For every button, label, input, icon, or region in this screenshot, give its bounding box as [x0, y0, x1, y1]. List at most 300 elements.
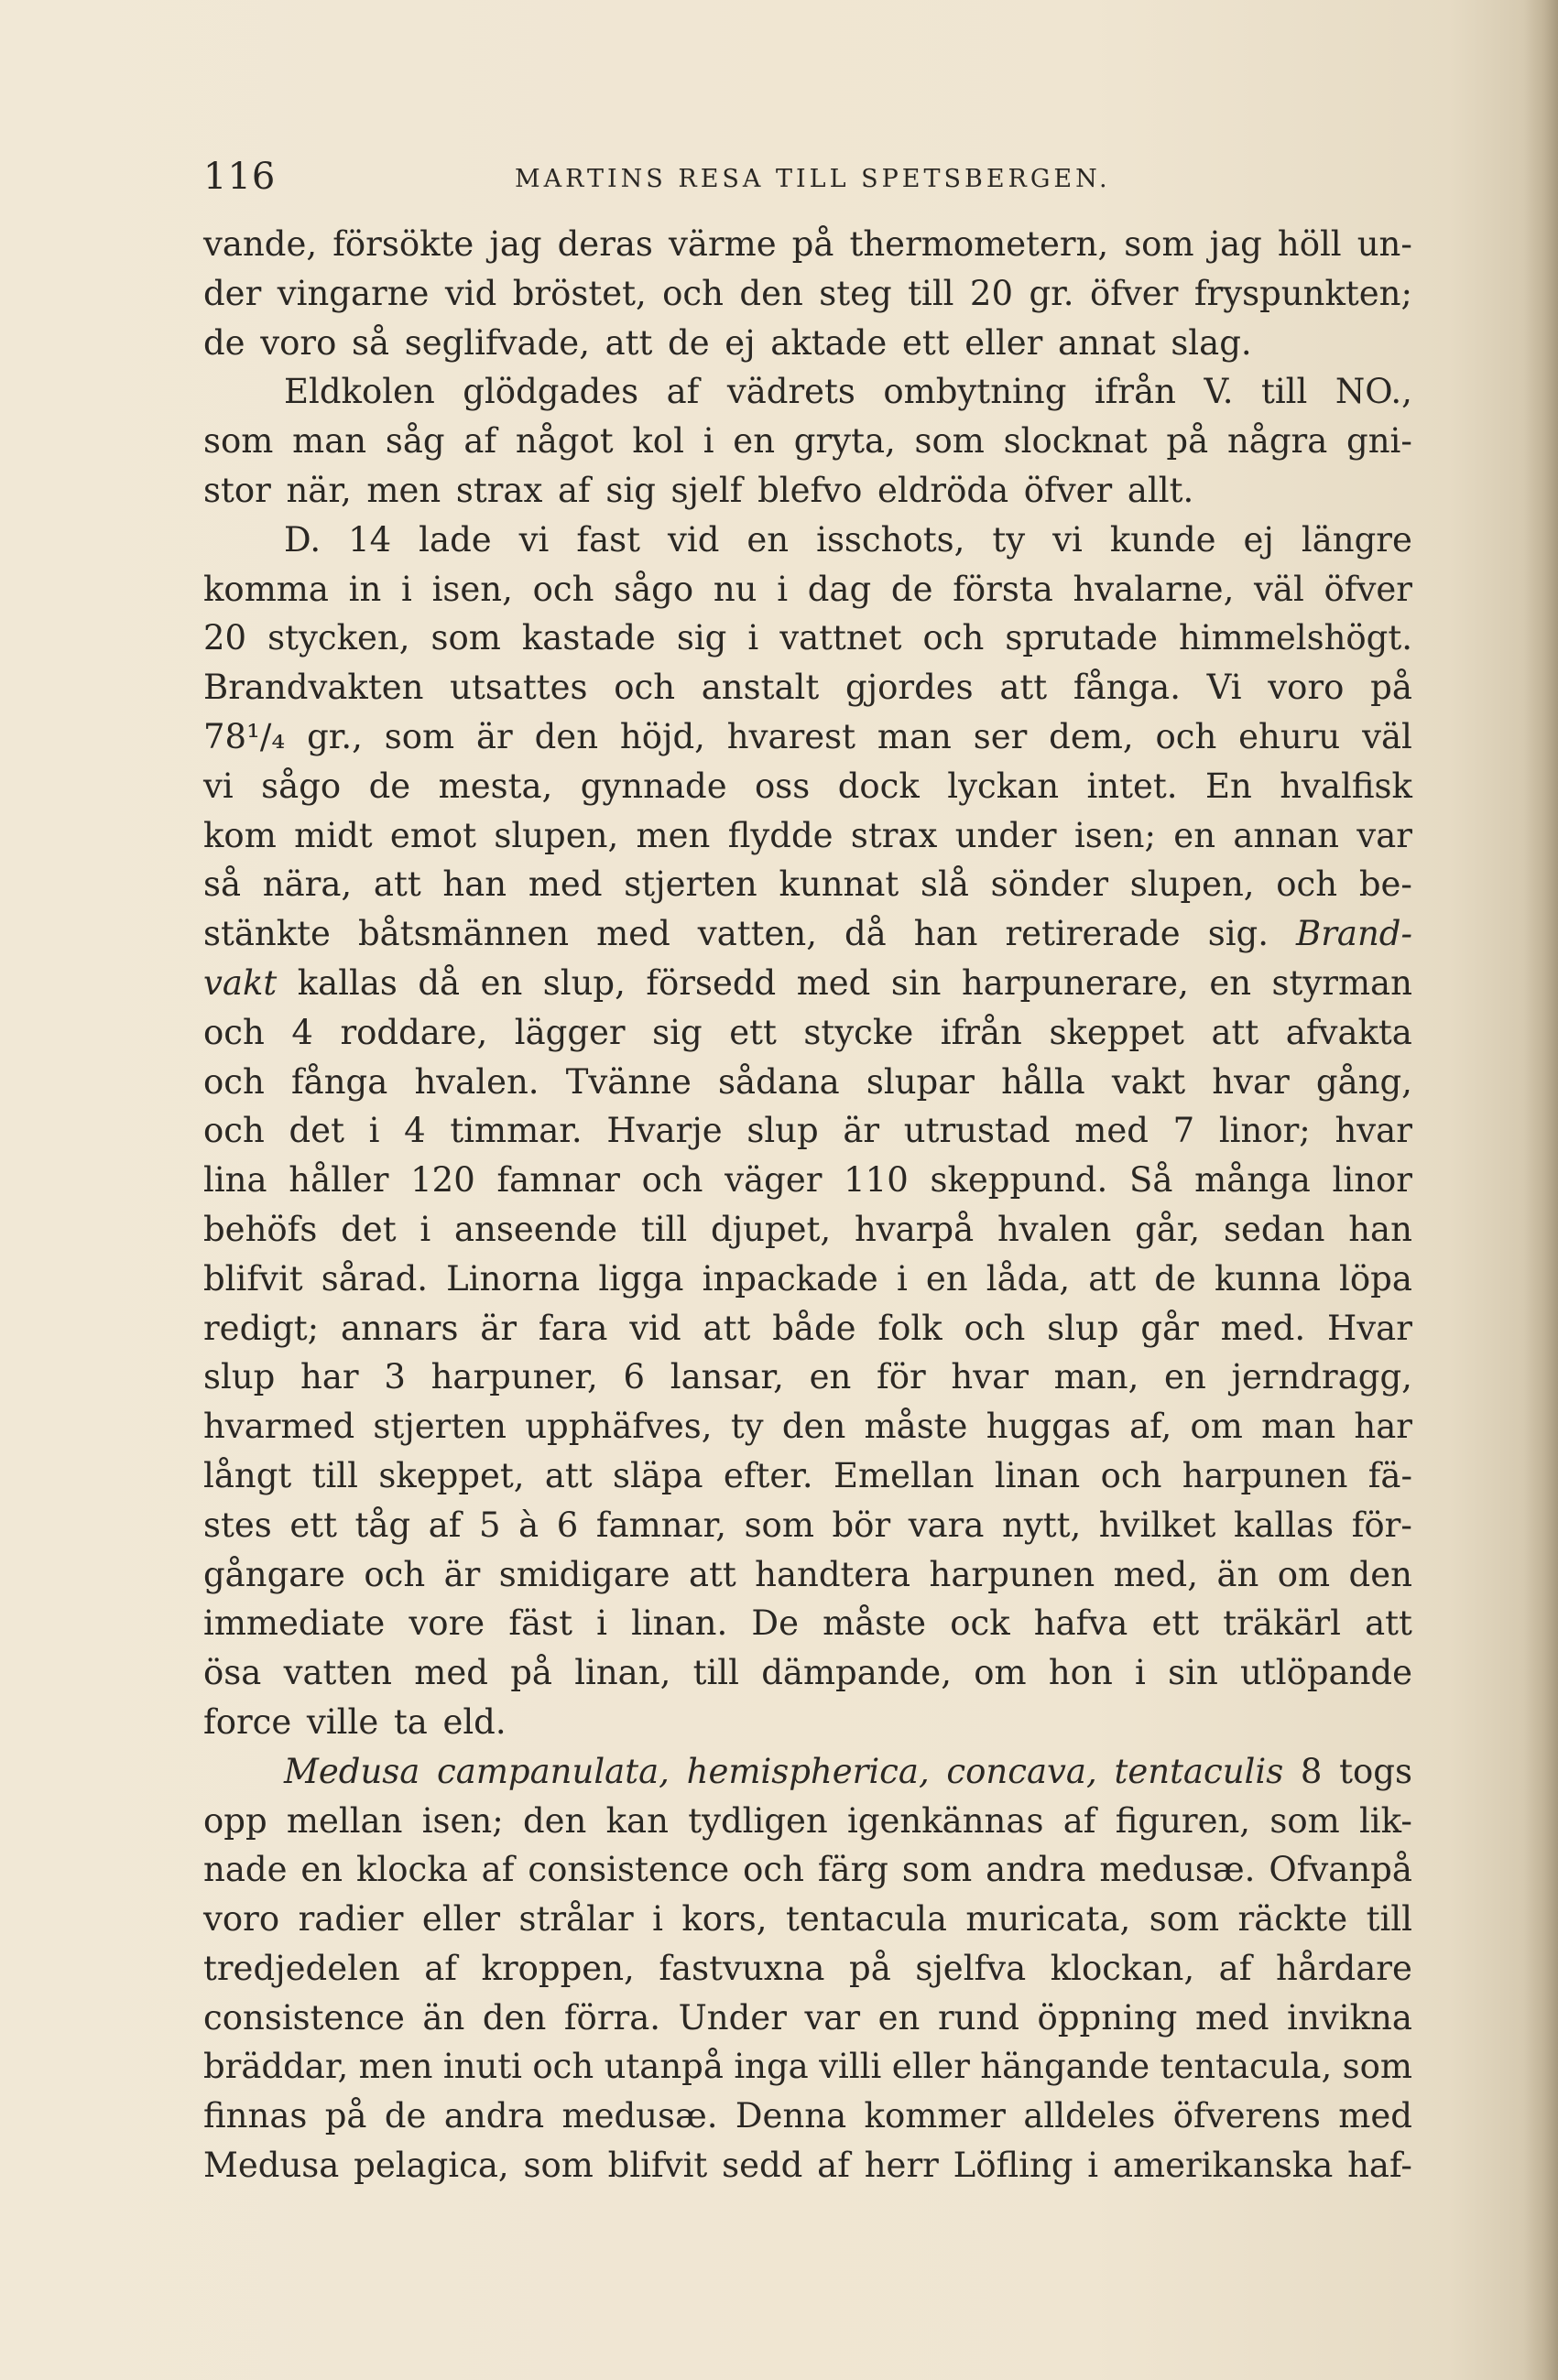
word: ty [992, 519, 1026, 560]
word: löpa [1339, 1258, 1412, 1299]
word: fäst [508, 1603, 572, 1644]
word: på [1370, 668, 1412, 708]
word: hvarest [726, 716, 856, 756]
word: och [1100, 1455, 1162, 1495]
word: hemispherica, [686, 1751, 930, 1791]
word: seglifvade, [404, 322, 590, 363]
word: några [1226, 421, 1328, 462]
word: consistence [203, 1997, 405, 2038]
word: tentaculis [1114, 1751, 1284, 1791]
word: stor [203, 470, 271, 510]
word: den [522, 1800, 587, 1841]
word: lade [419, 519, 492, 560]
word: ifrån [940, 1012, 1022, 1052]
word: går [1140, 1308, 1199, 1348]
word: öfver [1089, 273, 1179, 313]
word: kallas [1233, 1505, 1335, 1545]
word: de [668, 322, 710, 363]
word: af [481, 1850, 515, 1890]
word: många [1194, 1160, 1311, 1201]
word: vara [908, 1505, 985, 1545]
word: än [1216, 1554, 1259, 1594]
text-line [203, 417, 1412, 466]
word: eller [964, 322, 1043, 363]
word: med [1194, 1997, 1269, 2038]
word: isen, [431, 569, 513, 609]
word: thermometern, [849, 224, 1109, 264]
word: är [476, 716, 513, 756]
word: harpunerare, [961, 962, 1189, 1003]
word: utanpå [604, 2047, 724, 2087]
word: fånga [290, 1061, 388, 1102]
text-line [203, 1304, 1412, 1353]
word: 8 [1300, 1751, 1323, 1791]
word: bräddar, [203, 2047, 349, 2087]
word: andra [986, 1850, 1086, 1890]
word: går, [1135, 1209, 1201, 1249]
word: träkärl [1223, 1603, 1341, 1644]
text-line [203, 762, 1412, 811]
word: dock [837, 766, 920, 806]
word: det [289, 1111, 344, 1151]
word: en [1173, 815, 1216, 855]
word: af [463, 421, 497, 462]
word: kommer [864, 2096, 1006, 2136]
word: af [428, 1505, 462, 1545]
word: hafva [1033, 1603, 1128, 1644]
word: 4 [404, 1111, 426, 1151]
word: kom [203, 815, 277, 855]
word: kastade [521, 618, 656, 658]
word: eller [891, 2047, 970, 2087]
page-number: 116 [203, 156, 277, 198]
word: och [532, 2047, 594, 2087]
word: villi [819, 2047, 882, 2087]
word: ock [950, 1603, 1010, 1644]
word: man, [1053, 1357, 1139, 1397]
word: 4 [291, 1012, 313, 1052]
word: Hvarje [606, 1111, 723, 1151]
word: steg [819, 273, 892, 313]
word: En [1204, 766, 1252, 806]
word: i [777, 569, 789, 609]
word: med. [1220, 1308, 1306, 1348]
word: ombytning [883, 372, 1067, 412]
word: mellan [286, 1800, 403, 1841]
word: behöfs [203, 1209, 318, 1249]
word: strax [850, 815, 938, 855]
word: kunnat [779, 864, 899, 905]
word: höll [1277, 224, 1342, 264]
word: med [528, 864, 603, 905]
word: de [890, 569, 933, 609]
word: kors, [681, 1899, 768, 1940]
word: concava, [946, 1751, 1097, 1791]
word: klocka [356, 1850, 468, 1890]
word: och [532, 569, 594, 609]
word: med, [1113, 1554, 1199, 1594]
word: Medusa [203, 2146, 340, 2186]
text-line [203, 220, 1412, 269]
word: glödgades [463, 372, 639, 412]
word: en [746, 519, 790, 560]
word: blifvit [203, 1258, 303, 1299]
word: vi [1052, 519, 1083, 560]
word: immediate [203, 1603, 386, 1644]
word: invikna [1287, 1997, 1412, 2038]
word: inuti [442, 2047, 523, 2087]
word: retirerade [1005, 914, 1181, 954]
word: ville [306, 1701, 379, 1742]
word: jag [1209, 224, 1262, 264]
text-line [203, 269, 1412, 319]
word: men [636, 815, 711, 855]
word: det [341, 1209, 397, 1249]
word: långt [203, 1455, 292, 1495]
word: be- [1358, 864, 1412, 905]
word: om [1277, 1554, 1331, 1594]
word: kol [632, 421, 684, 462]
word: linan, [574, 1653, 671, 1693]
word: värme [668, 224, 777, 264]
word: hvar [1212, 1061, 1290, 1102]
word: fånga. [1073, 668, 1181, 708]
word: på [1166, 421, 1209, 462]
word: voro [203, 1899, 280, 1940]
word: på [510, 1653, 552, 1693]
word: tentacula [785, 1899, 947, 1940]
word: dag [807, 569, 872, 609]
word: har [1354, 1407, 1412, 1447]
word: och [1155, 716, 1217, 756]
word: den [781, 1407, 846, 1447]
word: harpunen [929, 1554, 1095, 1594]
text-line [203, 2141, 1412, 2190]
word: eldröda [877, 470, 1009, 510]
word: hängande [980, 2047, 1150, 2087]
text-line [203, 516, 1412, 565]
word: slag. [1171, 322, 1252, 363]
word: var [1356, 815, 1412, 855]
word: sedd [722, 2146, 803, 2186]
word: sjelf [670, 470, 743, 510]
word: deras [557, 224, 653, 264]
word: hvar [951, 1357, 1029, 1397]
word: isen; [421, 1800, 504, 1841]
word: gr., [307, 716, 363, 756]
word: annat [1058, 322, 1156, 363]
word: sårad. [321, 1258, 429, 1299]
word: hon [1048, 1653, 1113, 1693]
word: om [1190, 1407, 1243, 1447]
word: bröstet, [512, 273, 647, 313]
word: men [358, 2047, 433, 2087]
word: opp [203, 1800, 267, 1841]
word: ej [1243, 519, 1274, 560]
word: vi [518, 519, 550, 560]
word: nade [203, 1850, 288, 1890]
word: tåg [354, 1505, 411, 1545]
word: ett [729, 1012, 777, 1052]
word: till [1260, 372, 1308, 412]
word: andra [443, 2096, 545, 2136]
word: skeppund. [930, 1160, 1108, 1201]
word: lyckan [947, 766, 1060, 806]
text-line [203, 909, 1412, 959]
text-line [203, 1353, 1412, 1402]
word: när, [286, 470, 352, 510]
word: af [1062, 1800, 1096, 1841]
text-line [203, 466, 1412, 516]
text-line [203, 712, 1412, 762]
word: intet. [1086, 766, 1178, 806]
word: huggas [986, 1407, 1111, 1447]
word: och [662, 273, 724, 313]
word: Tvänne [565, 1061, 692, 1102]
word: och [203, 1012, 265, 1052]
word: redigt; [203, 1308, 320, 1348]
word: mesta, [438, 766, 553, 806]
word: på [849, 1948, 891, 1988]
word: att [1211, 1012, 1259, 1052]
word: stycke [803, 1012, 914, 1052]
word: folk [877, 1308, 942, 1348]
word: slå [921, 864, 969, 905]
word: längre [1301, 519, 1412, 560]
word: som [744, 1505, 814, 1545]
word: räckte [1237, 1899, 1348, 1940]
word: till [311, 1455, 358, 1495]
word: nära, [262, 864, 353, 905]
word: af [1218, 1948, 1252, 1988]
text-line [203, 1944, 1412, 1994]
word: Eldkolen [284, 372, 435, 412]
word: jerndragg, [1231, 1357, 1412, 1397]
word: himmelshögt. [1179, 618, 1412, 658]
word: sönder [990, 864, 1109, 905]
word: radier [298, 1899, 404, 1940]
word: är [843, 1111, 880, 1151]
word: höjd, [619, 716, 705, 756]
word: Brand- [1296, 914, 1412, 954]
word: komma [203, 569, 329, 609]
word: fastvuxna [659, 1948, 825, 1988]
word: Linorna [446, 1258, 581, 1299]
running-title: MARTINS RESA TILL SPETSBERGEN. [515, 165, 1111, 193]
word: oss [755, 766, 811, 806]
text-line [203, 1994, 1412, 2043]
word: ifrån [1094, 372, 1176, 412]
word: förra. [563, 1997, 661, 2038]
word: emot [389, 815, 477, 855]
word: voro [260, 322, 337, 363]
word: anseende [453, 1209, 618, 1249]
word: Så [1128, 1160, 1173, 1201]
word: af, [1129, 1407, 1172, 1447]
word: Emellan [833, 1455, 975, 1495]
word: kunde [1109, 519, 1216, 560]
text-line [203, 319, 1412, 368]
word: att [1365, 1603, 1412, 1644]
word: den [739, 273, 803, 313]
word: i [1087, 2146, 1099, 2186]
word: amerikanska [1112, 2146, 1334, 2186]
word: ser [973, 716, 1028, 756]
word: med [1074, 1111, 1149, 1151]
word: på [324, 2096, 367, 2136]
page-edge-shadow [1523, 0, 1558, 2380]
word: men [366, 470, 441, 510]
word: de [1154, 1258, 1196, 1299]
text-line [203, 1895, 1412, 1944]
word: kroppen, [481, 1948, 635, 1988]
word: han [913, 914, 978, 954]
word: famnar [496, 1160, 620, 1201]
word: för [877, 1357, 926, 1397]
text-line [203, 811, 1412, 861]
word: är [443, 1554, 481, 1594]
word: vakt [203, 962, 278, 1003]
word: harpuner, [430, 1357, 598, 1397]
text-line [203, 1845, 1412, 1895]
word: linor; [1218, 1111, 1311, 1151]
word: med [596, 914, 670, 954]
word: 7 [1172, 1111, 1195, 1151]
word: af [817, 2146, 850, 2186]
word: 14 [348, 519, 392, 560]
word: stjerten [624, 864, 757, 905]
text-line [203, 2042, 1412, 2092]
text-line [203, 565, 1412, 614]
word: muricata, [965, 1899, 1131, 1940]
word: öfver [1324, 569, 1412, 609]
word: utrustad [903, 1111, 1051, 1151]
word: 6 [623, 1357, 646, 1397]
word: tydligen [688, 1800, 828, 1841]
word: en [1164, 1357, 1206, 1397]
word: en [480, 962, 523, 1003]
word: voro [1268, 668, 1345, 708]
word: der [203, 273, 262, 313]
word: rund [937, 1997, 1019, 2038]
word: aktade [770, 322, 888, 363]
word: första [953, 569, 1053, 609]
word: tredjedelen [203, 1948, 400, 1988]
word: ej [725, 322, 756, 363]
word: utlöpande [1240, 1653, 1412, 1693]
word: då [844, 914, 887, 954]
word: vingarne [277, 273, 430, 313]
word: sig [676, 618, 727, 658]
word: handtera [755, 1554, 911, 1594]
word: dem, [1049, 716, 1134, 756]
word: strålar [518, 1899, 634, 1940]
word: De [751, 1603, 799, 1644]
word: Under [678, 1997, 787, 2038]
word: kunna [1214, 1258, 1321, 1299]
word: smidigare [498, 1554, 670, 1594]
word: såg [385, 421, 445, 462]
word: kan [605, 1800, 669, 1841]
word: af [666, 372, 700, 412]
word: alldeles [1023, 2096, 1156, 2136]
word: den [534, 716, 599, 756]
text-line [203, 1255, 1412, 1304]
word: ty [730, 1407, 764, 1447]
word: vatten, [697, 914, 817, 954]
word: sådana [718, 1061, 840, 1102]
word: af [557, 470, 591, 510]
word: slup [203, 1357, 276, 1397]
word: och [203, 1061, 265, 1102]
word: att [688, 1554, 736, 1594]
word: hvilket [1098, 1505, 1216, 1545]
word: sin [890, 962, 942, 1003]
word: 110 [844, 1160, 909, 1201]
text-line [203, 1058, 1412, 1107]
word: force [203, 1701, 292, 1742]
word: med [1338, 2096, 1412, 2136]
word: slupen, [1129, 864, 1255, 905]
text-line [203, 1106, 1412, 1156]
word: de [368, 766, 411, 806]
word: låda, [986, 1258, 1071, 1299]
word: både [772, 1308, 856, 1348]
word: då [418, 962, 461, 1003]
word: man [1261, 1407, 1336, 1447]
word: annan [1233, 815, 1339, 855]
word: gr. [1029, 273, 1074, 313]
word: af [424, 1948, 457, 1988]
page-header [203, 156, 1412, 211]
word: vid [629, 1308, 681, 1348]
word: och [364, 1554, 426, 1594]
text-line [203, 1698, 1412, 1747]
word: dämpande, [761, 1653, 952, 1693]
word: släpa [612, 1455, 703, 1495]
word: försökte [332, 224, 474, 264]
word: och [203, 1111, 265, 1151]
word: den [1348, 1554, 1412, 1594]
text-line [203, 959, 1412, 1008]
word: Löfling [953, 2146, 1073, 2186]
word: som [203, 421, 274, 462]
word: fast [576, 519, 640, 560]
word: 20 [203, 618, 247, 658]
word: om [974, 1653, 1027, 1693]
word: nytt, [1001, 1505, 1082, 1545]
word: är [480, 1308, 518, 1348]
word: consistence [528, 1850, 730, 1890]
word: eld. [442, 1701, 507, 1742]
word: en [1209, 962, 1252, 1003]
word: vore [409, 1603, 485, 1644]
word: eller [421, 1899, 501, 1940]
word: linan. [631, 1603, 728, 1644]
word: som [430, 618, 501, 658]
word: och [964, 1308, 1026, 1348]
word: en [877, 1997, 921, 2038]
word: utsattes [450, 668, 588, 708]
word: fara [538, 1308, 608, 1348]
word: på [791, 224, 834, 264]
word: in [348, 569, 382, 609]
word: att [373, 864, 421, 905]
word: sedan [1223, 1209, 1325, 1249]
word: att [999, 668, 1048, 708]
word: V. [1204, 372, 1234, 412]
word: linor [1332, 1160, 1412, 1201]
